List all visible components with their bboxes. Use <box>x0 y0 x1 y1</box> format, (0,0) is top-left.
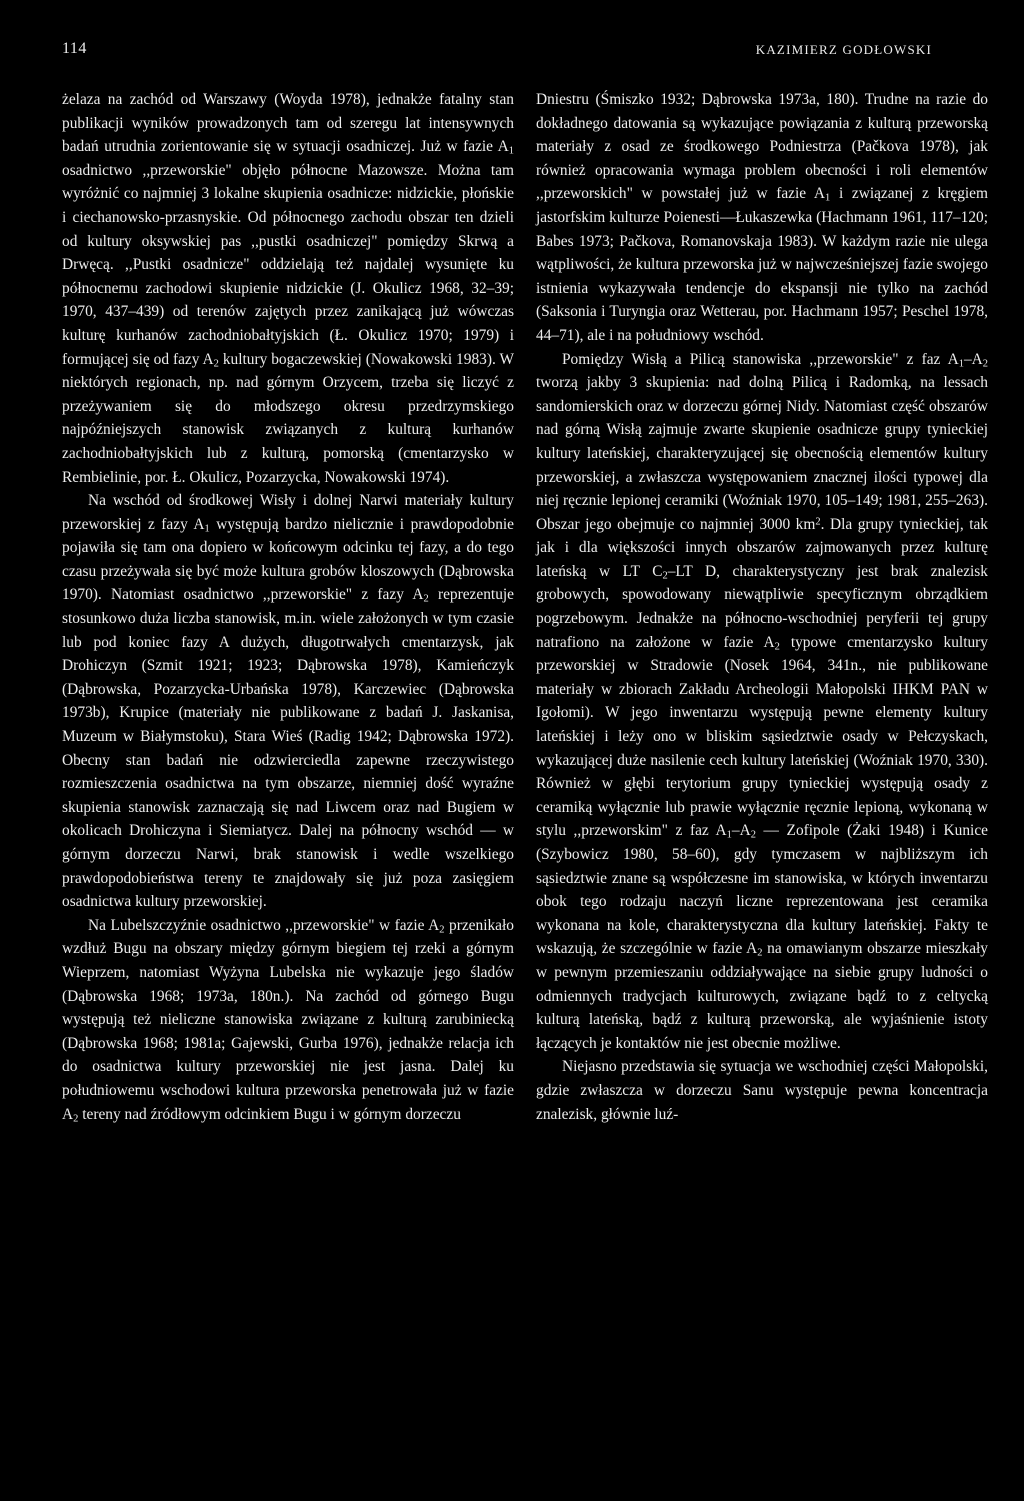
subscript: 2 <box>73 1113 79 1125</box>
paragraph: Pomiędzy Wisłą a Pilicą stanowiska ,,przeworskie" z faz $A_1-A_2$ tworzą jakby 3 skupienia: nad dolną Pilicą i Radomką, na lessach sandomierskich oraz w dorzeczu górnej Nidy. Natomiast część obszarów nad górną Wisłą zajmuje zwarte skupienie osadnicze grupy tynieckiej kultury lateńskiej, charakteryzującej się obecnością elementów kultury przeworskiej, a zwłaszcza występowaniem znacznej ilości typowej dla niej ręcznie lepionej ceramiki (Woźniak 1970, 105–149; 1981, 255–263). Obszar jego obejmuje co najmniej 3000 $km^2$. Dla grupy tynieckiej, tak jak i dla większości innych obszarów zajmowanych przez kulturę lateńską w LT $C_2-LT$ D, charakterystyczny jest brak znalezisk grobowych, spowodowany niewątpliwie specyficznym obrządkiem pogrzebowym. Jednakże na północno-wschodniej peryferii tej grupy natrafiono na założone w fazie $A_2$ typowe cmentarzysko kultury przeworskiej w Stradowie (Nosek 1964, 341n., nie publikowane materiały w zbiorach Zakładu Archeologii Małopolski IHKM PAN w Igołomi). W jego inwentarzu występują pewne elementy kultury lateńskiej i leży ono w bliskim sąsiedztwie osady w Pełczyskach, wykazującej duże nasilenie cech kultury lateńskiej (Woźniak 1970, 330). Również w głębi terytorium grupy tynieckiej występują osady z ceramiką wyłącznie lub prawie wyłącznie ręcznie lepioną, wykonaną w stylu ,,przeworskim" z faz $A_1-A_2$ — Zofipole (Żaki 1948) i Kunice (Szybowicz 1980, 58–60), gdy tymczasem w najbliższym ich sąsiedztwie znane są współczesne im stanowiska, w których inwentarzu obok tego rodzaju naczyń liczne reprezentowana jest ceramika wykonana na kole, charakterystyczna dla kultury lateńskiej. Fakty te wskazują, że szczególnie w fazie $A_2$ na omawianym obszarze mieszkały w pewnym przemieszaniu oddziaływające na siebie grupy ludności o odmiennych tradycjach kulturowych, związane bądź to z celtycką kulturą lateńską, bądź z kulturą przeworską, ale wyjaśnienie istoty łączących je kontaktów nie jest obecnie możliwe. <box>536 350 988 1052</box>
subscript: 2 <box>423 594 429 606</box>
page-number: 114 <box>62 40 87 57</box>
subscript: 2 <box>750 830 756 842</box>
left-column <box>62 88 514 1126</box>
subscript: 1 <box>508 145 514 157</box>
subscript: 1 <box>726 830 732 842</box>
running-head: KAZIMIERZ GODŁOWSKI <box>755 42 932 57</box>
paragraph: Na Lubelszczyźnie osadnictwo ,,przeworskie" w fazie $A_2$ przenikało wzdłuż Bugu na obszary między górnym biegiem tej rzeki a górnym Wieprzem, natomiast Wyżyna Lubelska nie wykazuje jego śladów (Dąbrowska 1968; 1973a, 180n.). Na zachód od górnego Bugu występują też nieliczne stanowiska związane z kulturą zarubiniecką (Dąbrowska 1968; 1981a; Gajewski, Gurba 1976), jednakże relacja ich do osadnictwa kultury przeworskiej nie jest jasna. Dalej ku południowemu wschodowi kultura przeworska penetrowała już w fazie $A_2$ tereny nad źródłowym odcinkiem Bugu i w górnym dorzeczu <box>62 916 514 1125</box>
subscript: 1 <box>825 192 831 204</box>
right-column <box>536 88 988 1126</box>
subscript: 2 <box>774 641 780 653</box>
paragraph: Dniestru (Śmiszko 1932; Dąbrowska 1973a, 180). Trudne na razie do dokładnego datowania są wykazujące powiązania z kulturą przeworską materiały z osad ze środkowego Podniestrza (Pačkova 1978), jak również opracowania wymaga problem obecności i roli elementów ,,przeworskich" w powstałej już w fazie $A_1$ i związanej z kręgiem jastorfskim kulturze Poienesti—Łukaszewka (Hachmann 1961, 117–120; Babes 1973; Pačkova, Romanovskaja 1983). W każdym razie nie ulega wątpliwości, że kultura przeworska już w najwcześniejszej fazie swojego istnienia wykazywała tendencje do ekspansji nie tylko na zachód (Saksonia i Turyngia oraz Wetterau, por. Hachmann 1957; Peschel 1978, 44–71), ale i na południowy wschód. <box>536 91 988 344</box>
subscript: 2 <box>982 358 988 370</box>
subscript: 2 <box>757 947 763 959</box>
superscript: 2 <box>815 515 821 527</box>
subscript: 2 <box>662 570 668 582</box>
subscript: 1 <box>204 523 210 535</box>
subscript: 2 <box>439 924 445 936</box>
paragraph: Na wschód od środkowej Wisły i dolnej Narwi materiały kultury przeworskiej z fazy $A_1$ występują bardzo nielicznie i prawdopodobnie pojawiła się tam ona dopiero w końcowym odcinku tej fazy, a do tego czasu przeżywała się być może kultura grobów kloszowych (Dąbrowska 1970). Natomiast osadnictwo ,,przeworskie" z fazy $A_2$ reprezentuje stosunkowo duża liczba stanowisk, m.in. wiele założonych w tym czasie lub pod koniec fazy A dużych, długotrwałych cmentarzysk, jak Drohiczyn (Szmit 1921; 1923; Dąbrowska 1978), Kamieńczyk (Dąbrowska, Pozarzycka-Urbańska 1978), Karczewiec (Dąbrowska 1973b), Krupice (materiały nie publikowane z badań J. Jaskanisa, Muzeum w Białymstoku), Stara Wieś (Radig 1942; Dąbrowska 1972). Obecny stan badań nie odzwierciedla zapewne rzeczywistego rozmieszczenia osadnictwa na tym obszarze, niemniej dość wyraźne skupienia stanowisk zaznaczają się nad Liwcem oraz nad Bugiem w okolicach Drohiczyna i Siemiatycz. Dalej na północny wschód — w górnym dorzeczu Narwi, brak stanowisk i wedle wszelkiego prawdopodobieństwa tereny te znajdowały się już poza zasięgiem osadnictwa kultury przeworskiej. <box>62 492 515 911</box>
paragraph: Niejasno przedstawia się sytuacja we wschodniej części Małopolski, gdzie zwłaszcza w dorzeczu Sanu występuje pewna koncentracja znalezisk, głównie luź- <box>536 1058 988 1123</box>
subscript: 2 <box>213 358 219 370</box>
subscript: 1 <box>958 358 964 370</box>
page-header <box>62 40 932 62</box>
paragraph: żelaza na zachód od Warszawy (Woyda 1978), jednakże fatalny stan publikacji wyników prowadzonych tam od szeregu lat intensywnych badań utrudnia zorientowanie się w sytuacji osadniczej. Już w fazie $A_1$ osadnictwo ,,przeworskie" objęło północne Mazowsze. Można tam wyróżnić co najmniej 3 lokalne skupienia osadnicze: nidzickie, płońskie i ciechanowsko-przasnyskie. Od północnego zachodu obszar ten dzieli od kultury oksywskiej pas ,,pustki osadniczej" pomiędzy Skrwą a Drwęcą. ,,Pustki osadnicze" oddzielają też najdalej wysunięte ku północnemu zachodowi skupienie nidzickie (J. Okulicz 1968, 32–39; 1970, 437–439) od terenów zajętych przez zanikającą już wówczas kulturę kurhanów zachodniobałtyjskich (Ł. Okulicz 1970; 1979) i formującej się od fazy $A_2$ kultury bogaczewskiej (Nowakowski 1983). W niektórych regionach, np. nad górnym Orzycem, trzeba się liczyć z przeżywaniem się do młodszego okresu przedrzymskiego najpóźniejszych stanowisk związanych z kulturą kurhanów zachodniobałtyjskich lub z kulturą, pomorską (cmentarzysko w Rembielinie, por. Ł. Okulicz, Pozarzycka, Nowakowski 1974). <box>62 91 514 486</box>
